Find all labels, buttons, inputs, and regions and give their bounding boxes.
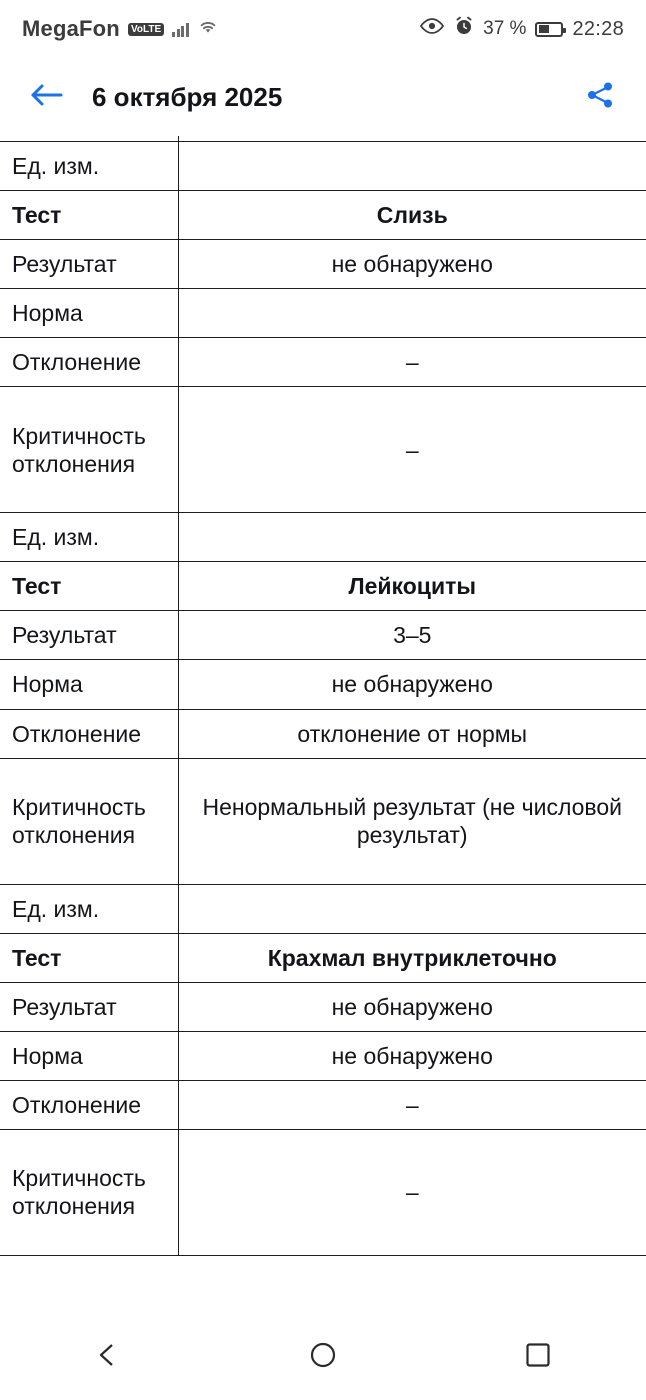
row-value: – (178, 1080, 646, 1129)
row-label: Результат (0, 240, 178, 289)
row-value (178, 289, 646, 338)
nav-recents-square-icon (525, 1342, 551, 1373)
app-bar (0, 58, 646, 136)
table-row (0, 513, 646, 562)
eye-icon (419, 17, 445, 41)
row-label: Тест (0, 562, 178, 611)
volte-badge: VoLTE (128, 23, 164, 36)
table-row (0, 191, 646, 240)
lab-report-table-body (0, 136, 646, 1255)
row-value: отклонение от нормы (178, 709, 646, 758)
row-value: – (178, 1129, 646, 1255)
table-row (0, 611, 646, 660)
row-label: Норма (0, 1031, 178, 1080)
page-title: 6 октября 2025 (92, 81, 283, 112)
nav-back-triangle-icon (95, 1342, 121, 1373)
row-value (178, 513, 646, 562)
nav-back-button[interactable] (73, 1322, 143, 1392)
row-value (178, 142, 646, 191)
table-row (0, 933, 646, 982)
row-label: Критичность отклонения (0, 758, 178, 884)
table-row (0, 142, 646, 191)
row-value: Крахмал внутриклеточно (178, 933, 646, 982)
row-label: Норма (0, 660, 178, 709)
table-row (0, 660, 646, 709)
status-bar (0, 0, 646, 58)
row-label: Тест (0, 191, 178, 240)
signal-bars-icon (172, 21, 189, 37)
nav-home-circle-icon (309, 1341, 337, 1374)
table-row (0, 709, 646, 758)
row-label: Критичность отклонения (0, 1129, 178, 1255)
row-value: не обнаружено (178, 660, 646, 709)
table-row (0, 562, 646, 611)
row-value: – (178, 338, 646, 387)
table-row (0, 884, 646, 933)
row-label: Критичность отклонения (0, 387, 178, 513)
row-value: Лейкоциты (178, 562, 646, 611)
arrow-left-icon (29, 82, 63, 113)
row-label: Тест (0, 933, 178, 982)
row-label: Ед. изм. (0, 884, 178, 933)
wifi-icon (197, 18, 219, 40)
table-row (0, 758, 646, 884)
row-value: Слизь (178, 191, 646, 240)
table-row (0, 1031, 646, 1080)
row-value: 3–5 (178, 611, 646, 660)
row-label: Норма (0, 289, 178, 338)
row-value: не обнаружено (178, 1031, 646, 1080)
nav-home-button[interactable] (288, 1322, 358, 1392)
table-row (0, 387, 646, 513)
battery-percent-label: 37 % (483, 18, 527, 39)
table-row (0, 1129, 646, 1255)
back-button[interactable] (26, 77, 66, 117)
table-row (0, 240, 646, 289)
alarm-clock-icon (454, 16, 474, 42)
row-value: не обнаружено (178, 982, 646, 1031)
report-scroll-area[interactable] (0, 136, 646, 1314)
table-row (0, 289, 646, 338)
table-row (0, 1080, 646, 1129)
status-bar-left (22, 16, 219, 42)
nav-recents-button[interactable] (503, 1322, 573, 1392)
carrier-label: MegaFon (22, 16, 120, 41)
row-value: Ненормальный результат (не числовой результат) (178, 758, 646, 884)
battery-icon (535, 22, 563, 37)
share-button[interactable] (580, 77, 620, 117)
row-label: Отклонение (0, 709, 178, 758)
row-label: Результат (0, 982, 178, 1031)
share-icon (585, 80, 615, 115)
row-label: Ед. изм. (0, 142, 178, 191)
clock-label: 22:28 (572, 17, 624, 40)
row-value: не обнаружено (178, 240, 646, 289)
row-label: Отклонение (0, 1080, 178, 1129)
table-row (0, 338, 646, 387)
row-value (178, 884, 646, 933)
lab-report-table (0, 136, 646, 1256)
status-bar-right (419, 16, 624, 42)
system-navigation-bar (0, 1314, 646, 1400)
row-value: – (178, 387, 646, 513)
table-row (0, 982, 646, 1031)
row-label: Отклонение (0, 338, 178, 387)
row-label: Результат (0, 611, 178, 660)
row-label: Ед. изм. (0, 513, 178, 562)
